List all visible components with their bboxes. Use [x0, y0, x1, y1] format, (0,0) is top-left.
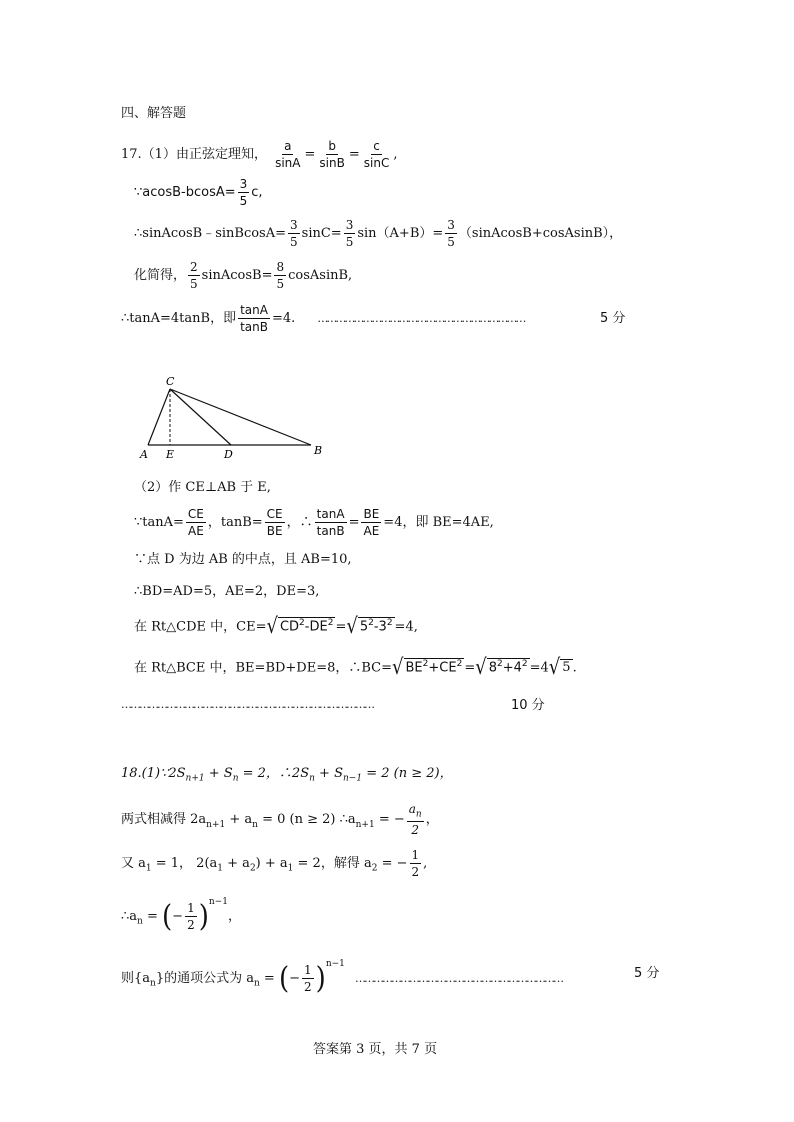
segment-AC: [148, 389, 170, 445]
q17-line11: 在 Rt△BCE 中，BE=BD+DE=8，∴BC=√ $BE^2+CE^2$ =√ $8^2+4^2 =4√$ 5 .: [134, 655, 577, 681]
label-C: C: [166, 375, 175, 388]
q17-line9: ∴BD=AD=5，AE=2，DE=3,: [134, 584, 320, 599]
q18-line2: 两式相减得 $2a_{n+1} + a_n = 0$ (n ≥ 2) $\therefore a_{n+1}$ = − $\frac{a_n}{2}$ ，: [121, 802, 439, 838]
page-footer: 答案第 3 页，共 7 页: [313, 1042, 438, 1057]
q18-line4: $\therefore a_n$ = (− $\frac{1}{2}$ )$^{n-1}$，: [121, 897, 241, 934]
q17-line10: 在 Rt△CDE 中，CE=√ $CD^2-DE^2$ =√ $5^2-3^2 =4$,: [134, 614, 418, 640]
q17-line8: ∵点 D 为边 AB 的中点，且 AB=10,: [134, 552, 352, 567]
label-A: A: [140, 448, 148, 461]
q18-line3: 又 $a_1 = 1$， $2(a_1 + a_2) + a_1 = 2$，解得 $a_2$ = − $\frac{1}{2}$ ,: [121, 848, 428, 879]
q17-line3: ∴sinAcosB﹣sinBcosA= $\frac{3}{5}$ sinC= $\frac{3}{5}$ sin（A+B）= $\frac{3}{5}$ （sinAcosB+cosAsinB），: [134, 218, 623, 249]
triangle-diagram: [138, 372, 338, 464]
label-D: D: [224, 448, 233, 461]
q17-part2-label: （2）作 CE⊥AB 于 E,: [134, 480, 271, 495]
q17-line1: 17.（1）由正弦定理知， $\frac{a}{\sin A}$ = $\frac{b}{\sin B}$ = $\frac{c}{\sin C}$ ,: [121, 139, 398, 170]
dot-leader-q18: ……………………………………………………………: [355, 972, 563, 985]
segment-CD: [170, 389, 231, 445]
frac-a-sinA: $\frac{a}{\sin A}$: [275, 139, 301, 170]
label-E: E: [166, 448, 175, 461]
q17-line2: ∵acosB-bcosA= $\frac{3}{5}$ c,: [134, 177, 263, 208]
q18-line1: $18.(1)\because 2S_{n+1} + S_n = 2$，$\therefore 2S_n + S_{n-1} = 2$ (n ≥ 2)，: [121, 766, 453, 784]
q17-part1-label: 17.（1）由正弦定理知，: [121, 147, 267, 162]
dot-leader: ……………………………………………………………: [317, 312, 525, 325]
q17-line5: ∴tanA=4tanB，即 $\frac{\tan A}{\tan B}$ =4. ……………………………………………………………: [121, 303, 525, 334]
label-B: B: [314, 444, 323, 457]
q18-line5: 则$\{a_n\}$的通项公式为 $a_n$ = (− $\frac{1}{2}$ )$^{n-1}$ ……………………………………………………………: [121, 959, 563, 996]
dot-leader-10: …………………………………………………………………………: [121, 698, 373, 711]
frac-c-sinC: $\frac{c}{\sin C}$: [363, 139, 390, 170]
segment-CB: [170, 389, 311, 445]
score-5: 5 分: [600, 311, 626, 326]
q17-line4: 化简得， $\frac{2}{5}$ sinAcosB= $\frac{8}{5}$ cosAsinB,: [134, 260, 353, 291]
frac-3-5: $\frac{3}{5}$: [239, 177, 248, 208]
score-5-q18: 5 分: [634, 966, 660, 981]
section-title: 四、解答题: [121, 106, 187, 121]
frac-b-sinB: $\frac{b}{\sin B}$: [319, 139, 345, 170]
q17-line7: ∵tanA= $\frac{CE}{AE}$ ，tanB= $\frac{CE}{BE}$ ，∴ $\frac{\tan A}{\tan B}$ = $\frac{BE}{AE}$ =4，即 BE=4AE,: [134, 507, 494, 538]
score-10: 10 分: [511, 698, 545, 713]
